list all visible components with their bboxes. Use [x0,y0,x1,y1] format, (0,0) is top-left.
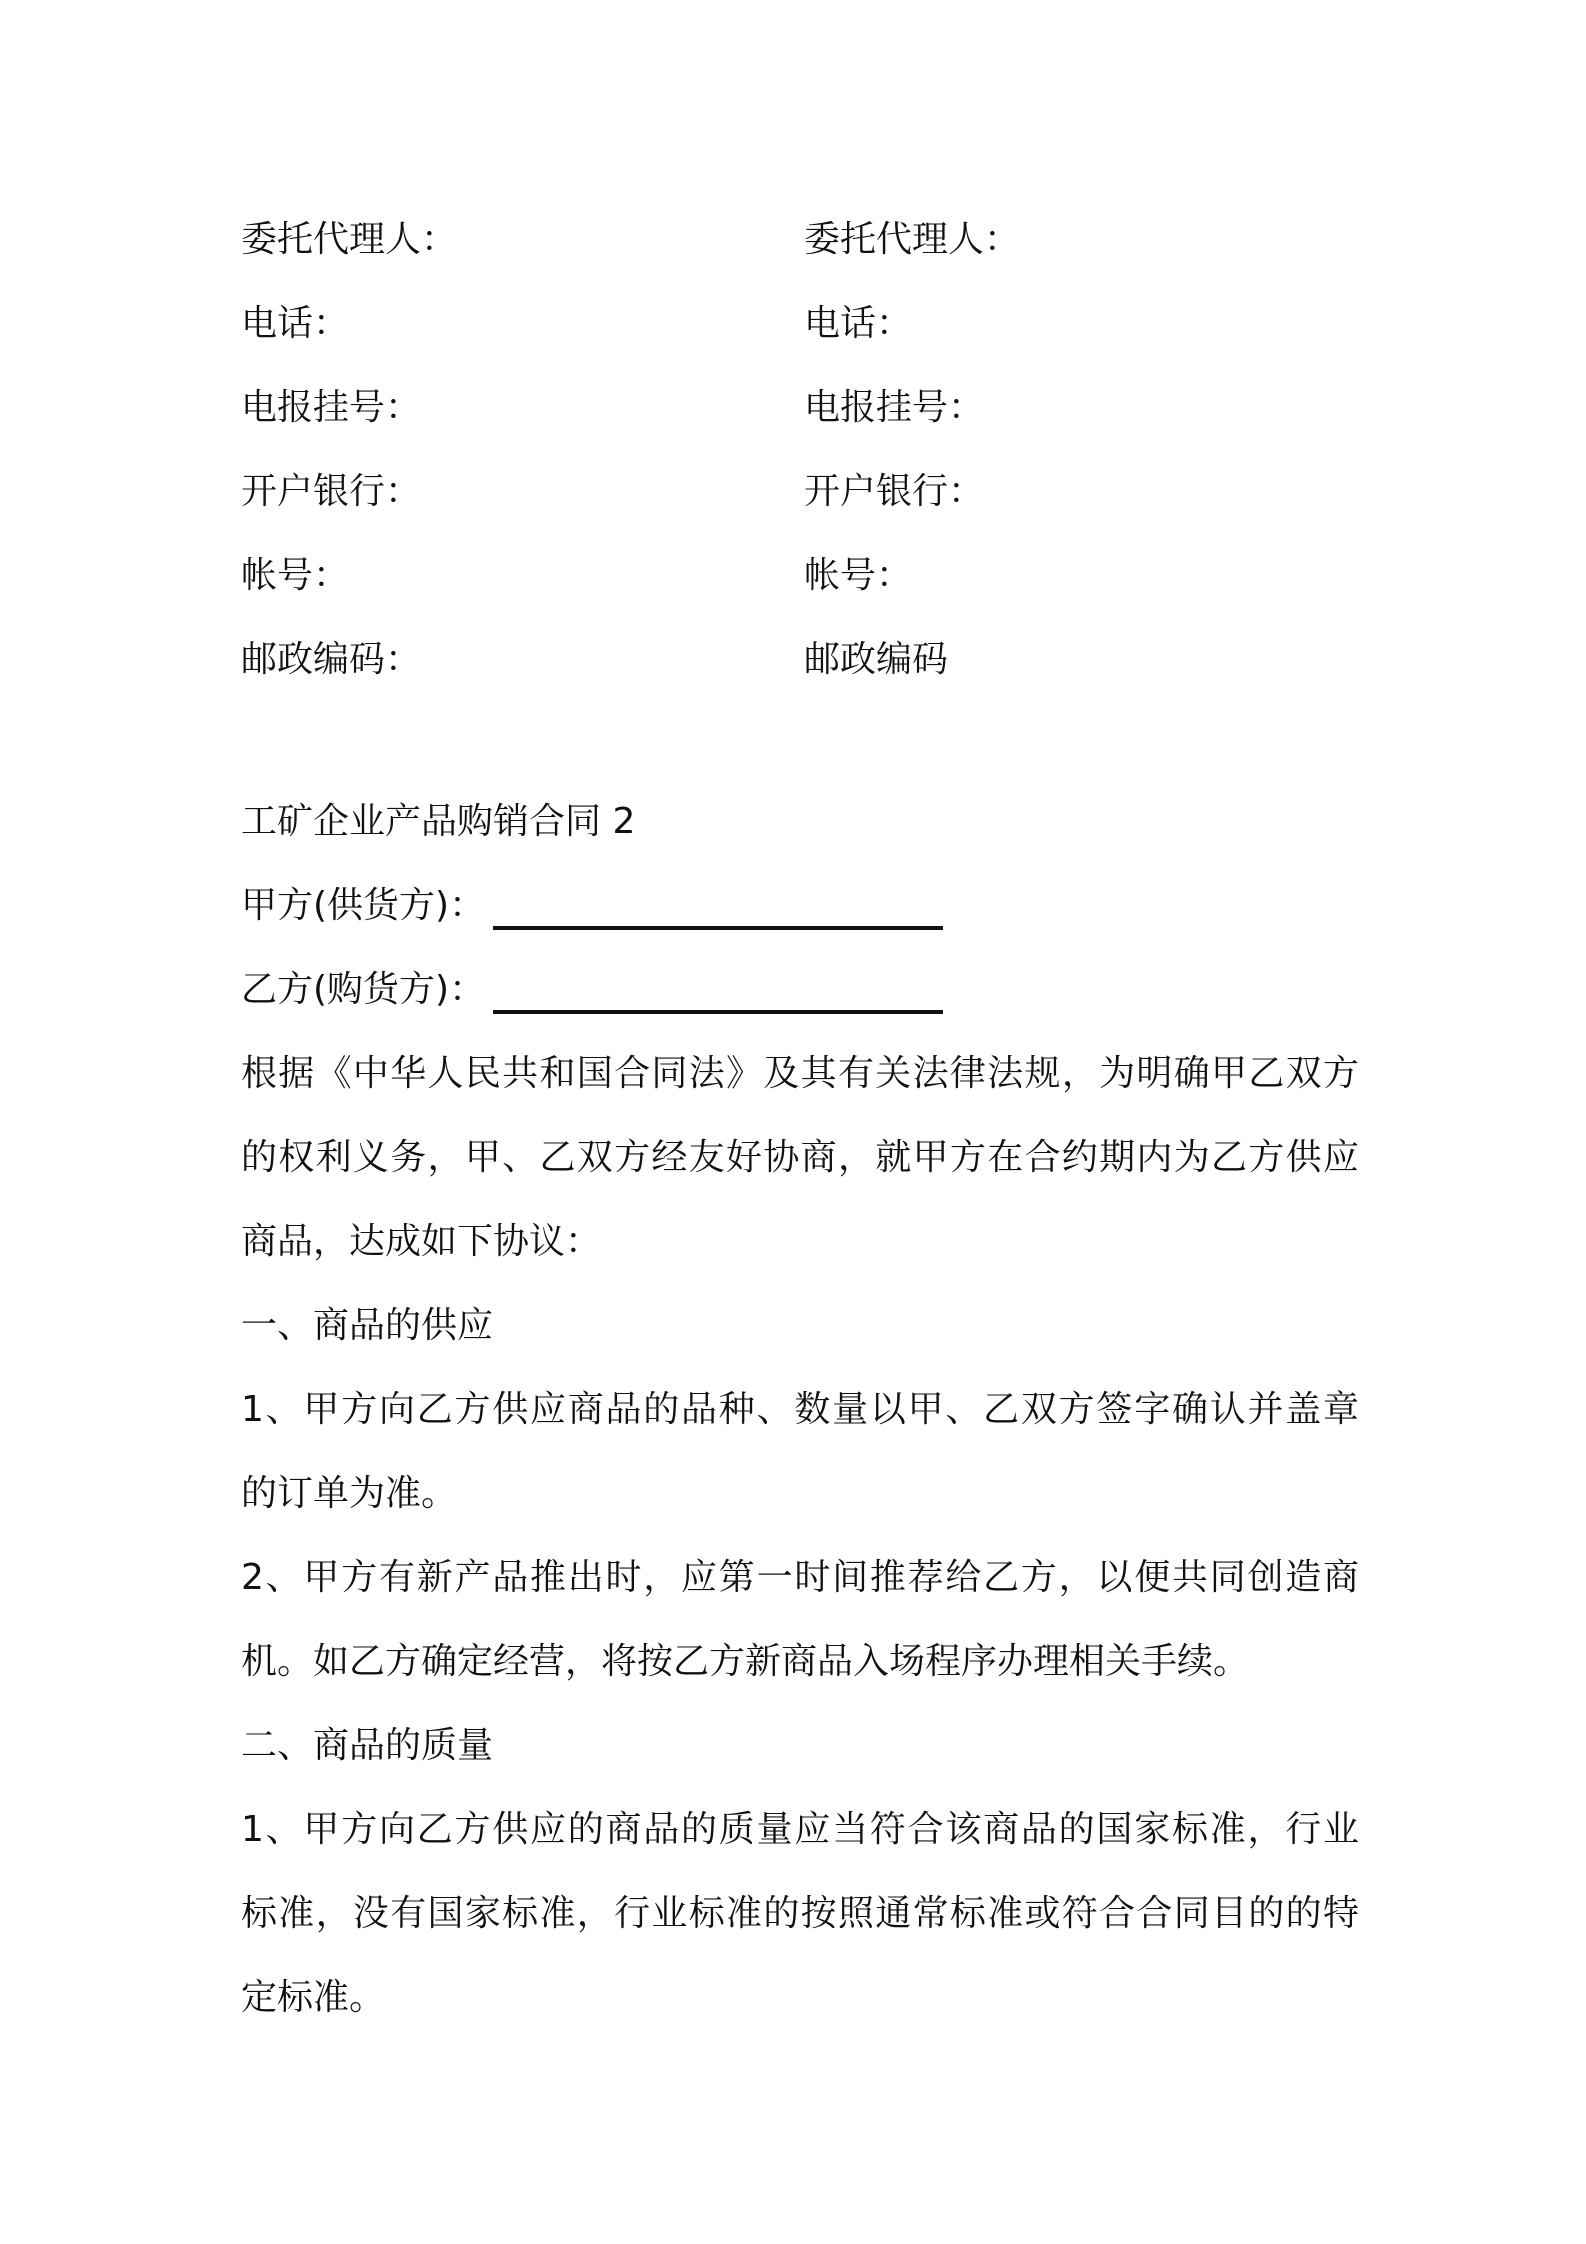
info-row-agent [241,198,1341,282]
telegraph-label-left: 电报挂号： [241,387,422,428]
section2-heading: 二、商品的质量 [241,1725,494,1766]
section2-item1 [241,1788,1359,2040]
section1-heading: 一、商品的供应 [241,1305,494,1346]
info-row-phone [241,282,1341,366]
phone-label-right: 电话： [804,303,913,344]
intro-line: 的权利义务，甲、乙双方经友好协商，就甲方在合约期内为乙方供应 [241,1137,1359,1178]
info-row-account [241,534,1341,618]
section2-item1-line: 1、甲方向乙方供应的商品的质量应当符合该商品的国家标准，行业 [241,1809,1359,1850]
party-a-label: 甲方(供货方)： [241,885,486,926]
postcode-label-right: 邮政编码 [804,639,949,680]
postcode-label-left: 邮政编码： [241,639,422,680]
bank-label-left: 开户银行： [241,471,422,512]
section2-item1-line: 定标准。 [241,1977,386,2018]
party-b-line [241,948,1359,1032]
bank-label-right: 开户银行： [804,471,985,512]
phone-label-left: 电话： [241,303,350,344]
section1-item2 [241,1536,1359,1704]
account-label-right: 帐号： [804,555,913,596]
agent-label-left: 委托代理人： [241,219,458,260]
agent-label-right: 委托代理人： [804,219,1021,260]
info-row-telegraph [241,366,1341,450]
section1-item2-line: 机。如乙方确定经营，将按乙方新商品入场程序办理相关手续。 [241,1641,1250,1682]
party-a-blank [493,886,943,930]
section2-item1-line: 标准，没有国家标准，行业标准的按照通常标准或符合合同目的的特 [241,1893,1359,1934]
party-a-line [241,864,1359,948]
section1-item2-line: 2、甲方有新产品推出时，应第一时间推荐给乙方，以便共同创造商 [241,1557,1359,1598]
contract-title: 工矿企业产品购销合同 2 [241,801,636,842]
intro-paragraph [241,1032,1359,1284]
contract-body [241,780,1359,2040]
section1-item1-line: 1、甲方向乙方供应商品的品种、数量以甲、乙双方签字确认并盖章 [241,1389,1359,1430]
telegraph-label-right: 电报挂号： [804,387,985,428]
info-row-bank [241,450,1341,534]
info-row-postcode [241,618,1341,702]
contact-info-table [241,198,1341,702]
section1-item1-line: 的订单为准。 [241,1473,458,1514]
section1-item1 [241,1368,1359,1536]
intro-line: 商品，达成如下协议： [241,1221,602,1262]
party-b-blank [493,970,943,1014]
party-b-label: 乙方(购货方)： [241,969,486,1010]
intro-line: 根据《中华人民共和国合同法》及其有关法律法规，为明确甲乙双方 [241,1053,1359,1094]
account-label-left: 帐号： [241,555,350,596]
